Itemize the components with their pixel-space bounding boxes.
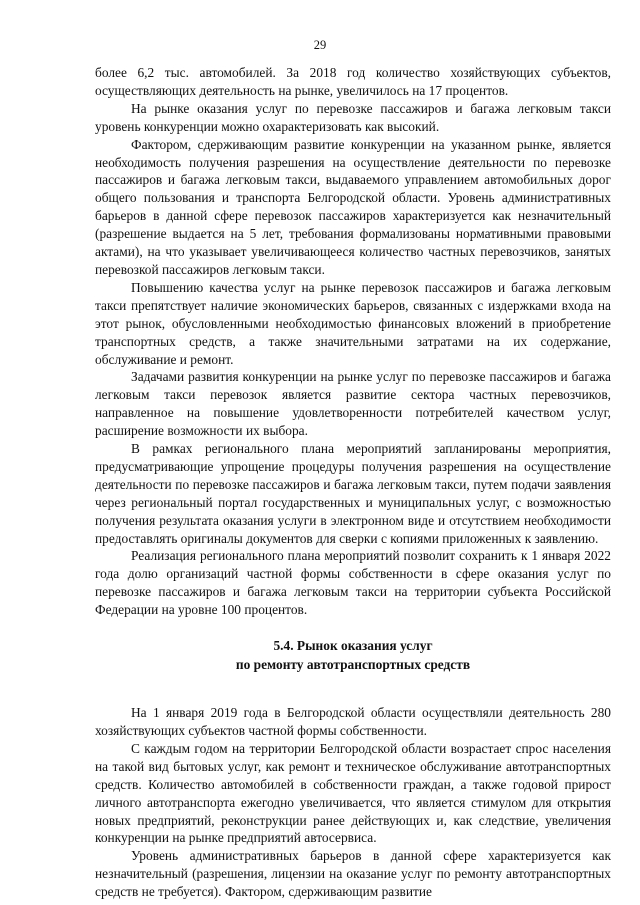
paragraph: Повышению качества услуг на рынке перевозок пассажиров и багажа легковым такси препятствует наличие экономических барьеров, связанных с издержками входа на этот рынок, обусловленными необходимостью финансовых вложений в приобретение транспортных средств, а также значительными затратами на их содержание, обслуживание и ремонт. <box>95 279 611 367</box>
paragraph: На 1 января 2019 года в Белгородской области осуществляли деятельность 280 хозяйствующих субъектов частной формы собственности. <box>95 705 611 738</box>
paragraph: Реализация регионального плана мероприятий позволит сохранить к 1 января 2022 года долю организаций частной формы собственности в сфере оказания услуг по перевозке пассажиров и багажа легковым такси на территории субъекта Российской Федерации на уровне 100 процентов. <box>95 548 611 618</box>
section-heading <box>95 637 611 674</box>
paragraph: Фактором, сдерживающим развитие конкуренции на указанном рынке, является необходимость получения разрешения на осуществление деятельности по перевозке пассажиров и багажа легковым такси, выдаваемого управлением автомобильных дорог общего пользования и транспорта Белгородской области. Уровень административных барьеров в данной сфере перевозок пассажиров характеризуется как незначительный (разрешение выдается на 5 лет, требования формализованы нормативными правовыми актами), на что указывает увеличивающееся количество частных перевозчиков, занятых перевозкой пассажиров легковым такси. <box>95 136 611 277</box>
paragraph: более 6,2 тыс. автомобилей. За 2018 год количество хозяйствующих субъектов, осуществляющих деятельность на рынке, увеличилось на 17 процентов. <box>95 65 611 98</box>
section-heading-line: по ремонту автотранспортных средств <box>235 656 471 672</box>
paragraph: Задачами развития конкуренции на рынке услуг по перевозке пассажиров и багажа легковым такси перевозок является развитие сектора частных перевозчиков, направленное на повышение удовлетворенности потребителей качеством услуг, расширение возможности их выбора. <box>95 369 611 439</box>
page-number: 29 <box>313 38 327 52</box>
paragraph: В рамках регионального плана мероприятий запланированы мероприятия, предусматривающие упрощение процедуры получения разрешения на осуществление деятельности по перевозке пассажиров и багажа легковым такси, путем подачи заявления через региональный портал государственных и муниципальных услуг, с возможностью получения результата оказания услуги в электронном виде и отсутствием необходимости предоставлять оригиналы документов для сверки с копиями приложенных к заявлению. <box>95 441 611 546</box>
paragraph: С каждым годом на территории Белгородской области возрастает спрос населения на такой вид бытовых услуг, как ремонт и техническое обслуживание автотранспортных средств. Количество автомобилей в собственности граждан, а также годовой прирост личного автотранспорта ежегодно увеличивается, что является стимулом для открытия новых предприятий, реконструкции ранее действующих и, как следствие, увеличения конкуренции на рынке предприятий автосервиса. <box>95 740 611 846</box>
paragraph: На рынке оказания услуг по перевозке пассажиров и багажа легковым такси уровень конкуренции можно охарактеризовать как высокий. <box>95 100 611 134</box>
page-body <box>95 64 611 901</box>
paragraph: Уровень административных барьеров в данной сфере характеризуется как незначительный (разрешения, лицензии на оказание услуг по ремонту автотранспортных средств не требуется). Фактором, сдерживающим развитие <box>95 848 611 900</box>
section-heading-line: 5.4. Рынок оказания услуг <box>273 638 433 654</box>
